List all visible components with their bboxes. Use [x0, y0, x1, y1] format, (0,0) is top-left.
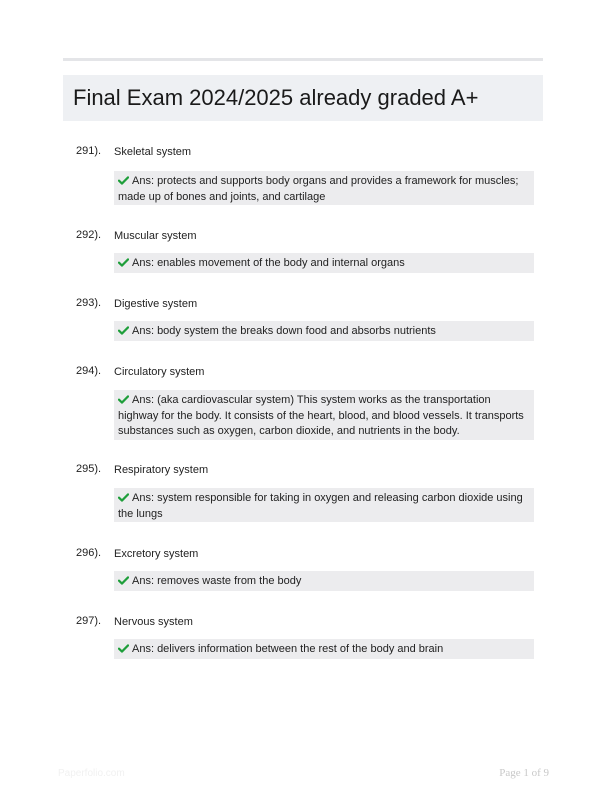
answer-text: Ans: removes waste from the body — [132, 575, 302, 587]
question-number: 293). — [76, 297, 102, 309]
answer-box — [114, 571, 534, 591]
question-term: Circulatory system — [114, 366, 205, 378]
checkmark-icon — [118, 258, 129, 267]
answer-text: Ans: delivers information between the rest of the body and brain — [132, 643, 444, 655]
answer-text: Ans: protects and supports body organs and provides a framework for muscles; made up of bones and joints, and cartilage — [118, 175, 519, 203]
question-number: 296). — [76, 547, 102, 559]
checkmark-icon — [118, 176, 129, 185]
question-term: Respiratory system — [114, 464, 209, 476]
page-number: Page 1 of 9 — [499, 767, 549, 779]
answer-box — [114, 321, 534, 341]
answer-box — [114, 253, 534, 273]
checkmark-icon — [118, 576, 129, 585]
question-term: Digestive system — [114, 298, 198, 310]
question-number: 297). — [76, 615, 102, 627]
answer-text: Ans: body system the breaks down food and absorbs nutrients — [132, 325, 436, 337]
checkmark-icon — [118, 395, 129, 404]
answer-text: Ans: system responsible for taking in oxygen and releasing carbon dioxide using the lungs — [118, 492, 523, 520]
checkmark-icon — [118, 644, 129, 653]
answer-text: Ans: (aka cardiovascular system) This system works as the transportation highway for the body. It consists of the heart, blood, and blood vessels. It transports substances such as oxygen, carbon dioxide, and nutrients in the body. — [118, 394, 524, 437]
answer-box — [114, 639, 534, 659]
footer-watermark: Paperfolio.com — [58, 768, 125, 779]
top-divider — [63, 58, 543, 61]
answer-box — [114, 390, 534, 440]
question-term: Nervous system — [114, 616, 193, 628]
question-term: Skeletal system — [114, 146, 192, 158]
answer-box — [114, 488, 534, 522]
question-number: 291). — [76, 145, 102, 157]
question-number: 292). — [76, 229, 102, 241]
answer-text: Ans: enables movement of the body and internal organs — [132, 257, 405, 269]
question-number: 294). — [76, 365, 102, 377]
page-title: Final Exam 2024/2025 already graded A+ — [73, 85, 479, 110]
answer-box — [114, 171, 534, 205]
question-term: Excretory system — [114, 548, 199, 560]
checkmark-icon — [118, 493, 129, 502]
title-banner — [63, 75, 543, 121]
question-term: Muscular system — [114, 230, 197, 242]
question-number: 295). — [76, 463, 102, 475]
checkmark-icon — [118, 326, 129, 335]
